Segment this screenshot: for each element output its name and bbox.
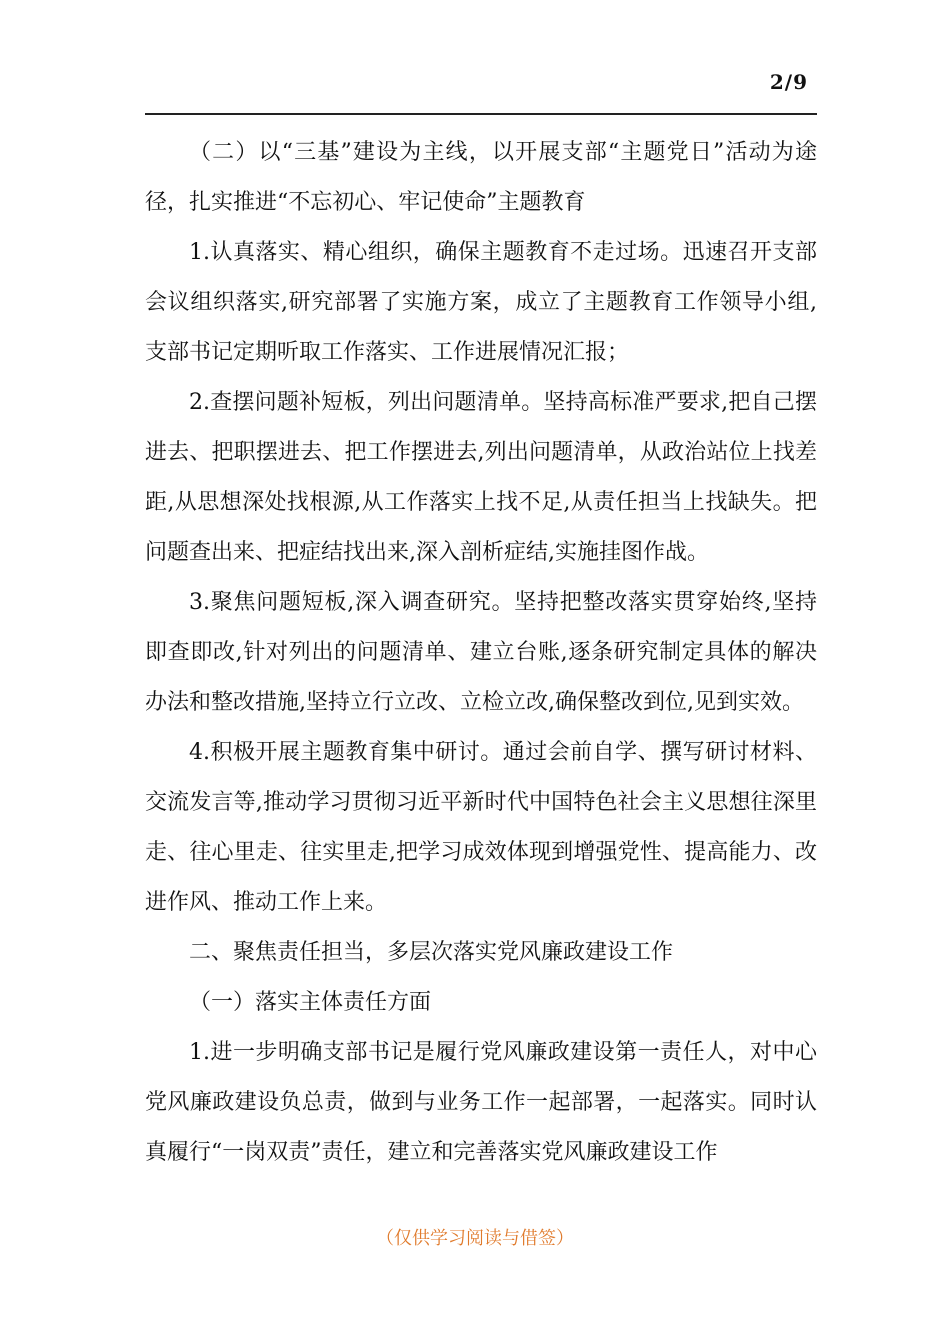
paragraph-item-2: 2.查摆问题补短板，列出问题清单。坚持高标准严要求,把自己摆进去、把职摆进去、把工作摆进去,列出问题清单，从政治站位上找差距,从思想深处找根源,从工作落实上找不足,从责任担当上找缺失。把问题查出来、把症结找出来,深入剖析症结,实施挂图作战。 xyxy=(145,390,817,565)
paragraph-item-3: 3.聚焦问题短板,深入调查研究。坚持把整改落实贯穿始终,坚持即查即改,针对列出的问题清单、建立台账,逐条研究制定具体的解决办法和整改措施,坚持立行立改、立检立改,确保整改到位,见到实效。 xyxy=(145,590,817,715)
section-heading-2: （二）以“三基”建设为主线，以开展支部“主题党日”活动为途径，扎实推进“不忘初心、牢记使命”主题教育 xyxy=(145,140,817,215)
chapter-heading-2: 二、聚焦责任担当，多层次落实党风廉政建设工作 xyxy=(189,940,674,965)
paragraph-item-1-b: 1.进一步明确支部书记是履行党风廉政建设第一责任人，对中心党风廉政建设负总责，做到与业务工作一起部署，一起落实。同时认真履行“一岗双责”责任，建立和完善落实党风廉政建设工作 xyxy=(145,1040,817,1165)
header-divider xyxy=(145,113,817,115)
document-body xyxy=(145,128,817,1178)
section-heading-1: （一）落实主体责任方面 xyxy=(189,990,432,1015)
paragraph-item-1: 1.认真落实、精心组织，确保主题教育不走过场。迅速召开支部会议组织落实,研究部署了实施方案，成立了主题教育工作领导小组,支部书记定期听取工作落实、工作进展情况汇报； xyxy=(145,240,817,365)
footer-disclaimer: （仅供学习阅读与借签） xyxy=(376,1228,574,1249)
page-number: 2/9 xyxy=(769,70,808,94)
paragraph-item-4: 4.积极开展主题教育集中研讨。通过会前自学、撰写研讨材料、交流发言等,推动学习贯彻习近平新时代中国特色社会主义思想往深里走、往心里走、往实里走,把学习成效体现到增强党性、提高能力、改进作风、推动工作上来。 xyxy=(145,740,817,915)
